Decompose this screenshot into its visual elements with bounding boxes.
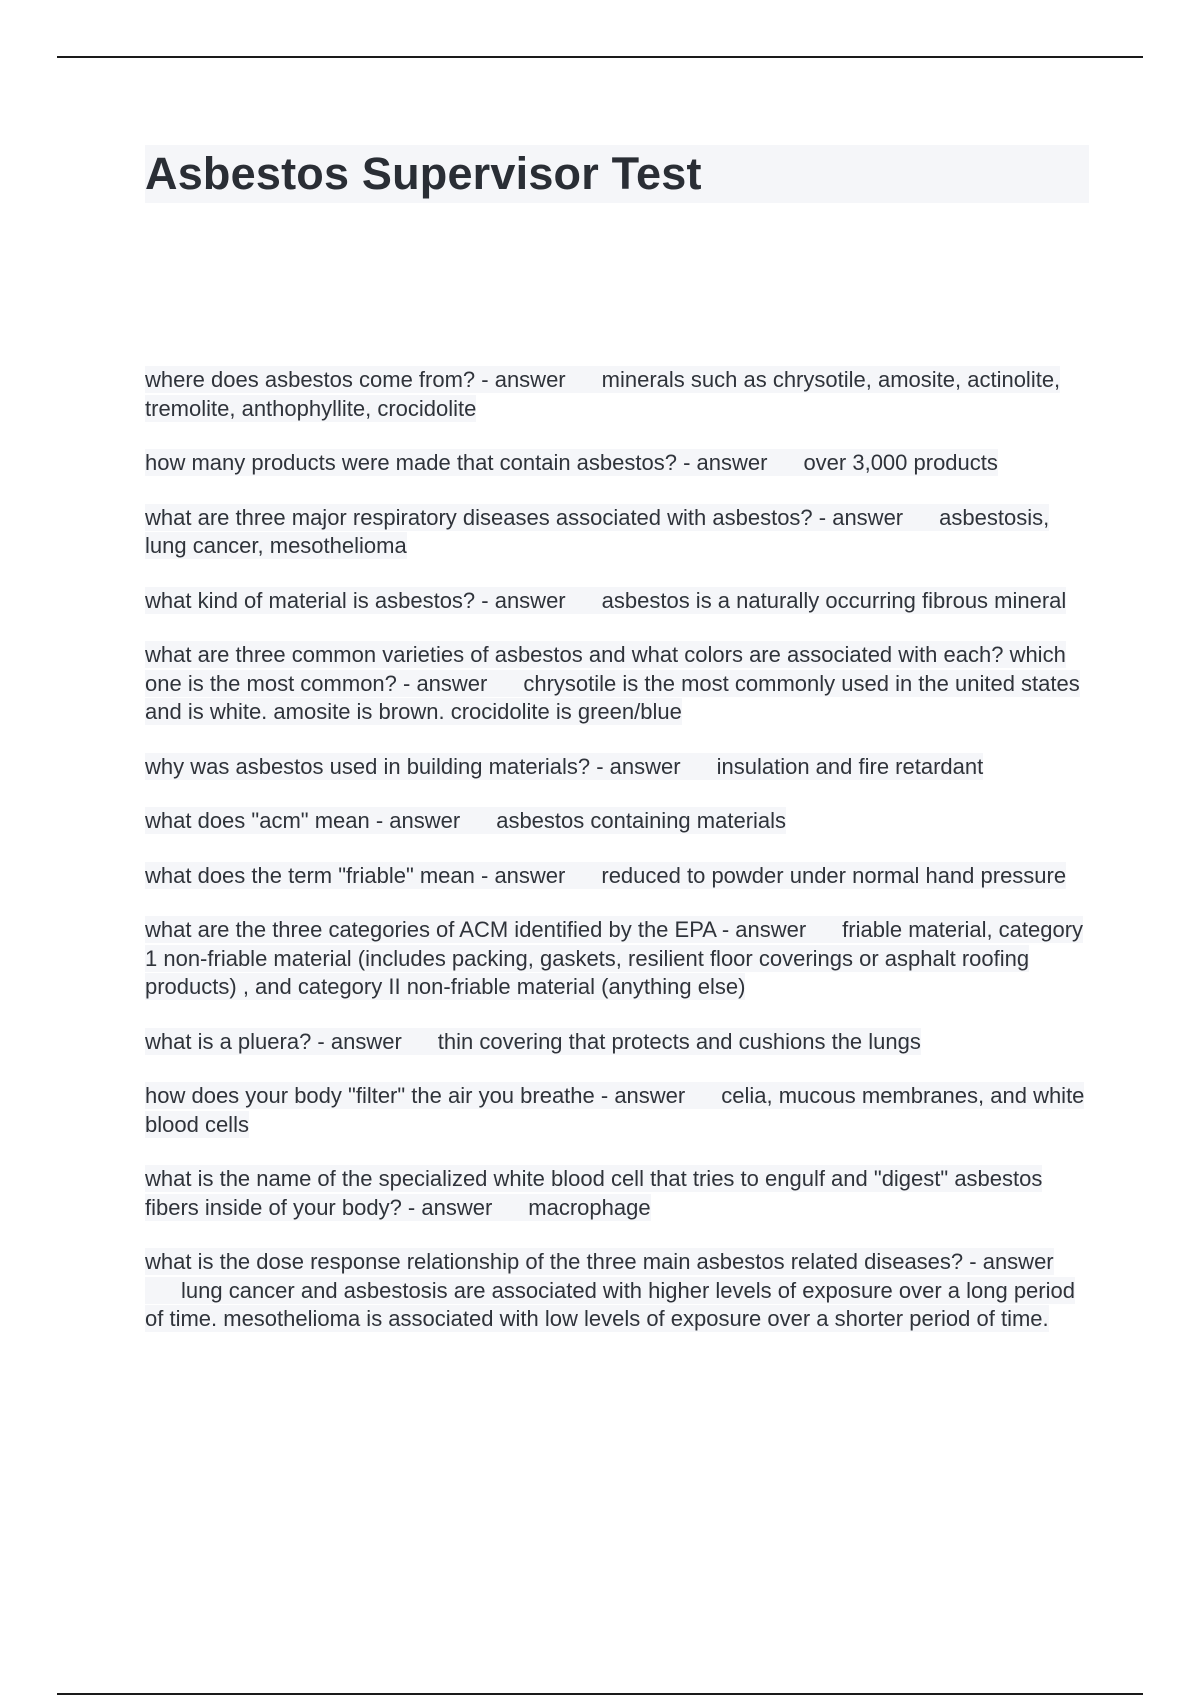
question-text: what are three major respiratory diseases associated with asbestos? - answer — [145, 504, 904, 530]
answer-text: chrysotile is the most commonly used in the united states and is white. amosite is brown. crocidolite is green/blue — [145, 670, 1080, 724]
answer-text: macrophage — [528, 1194, 651, 1220]
question-text: how many products were made that contain asbestos? - answer — [145, 450, 768, 475]
qa-item — [145, 753, 1085, 782]
answer-text: over 3,000 products — [803, 450, 998, 475]
qa-item — [145, 504, 1085, 561]
qa-item — [145, 1248, 1085, 1334]
question-text: what does the term "friable" mean - answer — [145, 862, 566, 888]
answer-text: thin covering that protects and cushions the lungs — [437, 1028, 921, 1054]
qa-item — [145, 807, 1085, 836]
qa-item — [145, 587, 1085, 616]
question-text: where does asbestos come from? - answer — [145, 367, 566, 392]
qa-item — [145, 1082, 1085, 1139]
question-text: what is the dose response relationship of the three main asbestos related diseases? - answer — [145, 1249, 1054, 1274]
question-text: what is a pluera? - answer — [145, 1028, 402, 1054]
answer-text: friable material, category 1 non-friable material (includes packing, gaskets, resilient floor coverings or asphalt roofing products) , and category II non-friable material (anything else) — [145, 917, 1084, 999]
question-text: why was asbestos used in building materials? - answer — [145, 753, 681, 779]
qa-item — [145, 1165, 1085, 1222]
answer-text: celia, mucous membranes, and white blood cells — [145, 1083, 1085, 1137]
qa-list — [145, 366, 1085, 1360]
answer-text: minerals such as chrysotile, amosite, actinolite, tremolite, anthophyllite, crocidolite — [145, 367, 1061, 421]
qa-item — [145, 449, 1085, 478]
bottom-rule — [57, 1693, 1143, 1695]
qa-item — [145, 641, 1085, 727]
top-rule — [57, 56, 1143, 58]
document-title: Asbestos Supervisor Test — [145, 148, 702, 199]
question-text: what are the three categories of ACM identified by the EPA - answer — [145, 917, 807, 942]
question-text: what kind of material is asbestos? - answer — [145, 587, 566, 613]
answer-text: lung cancer and asbestosis are associated with higher levels of exposure over a long period of time. mesothelioma is associated with low levels of exposure over a shorter period of time. — [145, 1277, 1075, 1331]
qa-item — [145, 862, 1085, 891]
answer-text: asbestosis, lung cancer, mesothelioma — [145, 504, 1050, 558]
qa-item — [145, 916, 1085, 1002]
question-text: how does your body "filter" the air you breathe - answer — [145, 1083, 686, 1108]
answer-text: insulation and fire retardant — [716, 753, 984, 779]
answer-text: asbestos containing materials — [496, 808, 787, 833]
qa-item — [145, 366, 1085, 423]
question-text: what are three common varieties of asbestos and what colors are associated with each? which one is the most common? - answer — [145, 642, 1066, 696]
question-text: what does "acm" mean - answer — [145, 808, 461, 833]
question-text: what is the name of the specialized white blood cell that tries to engulf and "digest" asbestos fibers inside of your body? - answer — [145, 1166, 1043, 1220]
answer-text: asbestos is a naturally occurring fibrous mineral — [601, 587, 1067, 613]
qa-item — [145, 1028, 1085, 1057]
answer-text: reduced to powder under normal hand pressure — [601, 862, 1067, 888]
